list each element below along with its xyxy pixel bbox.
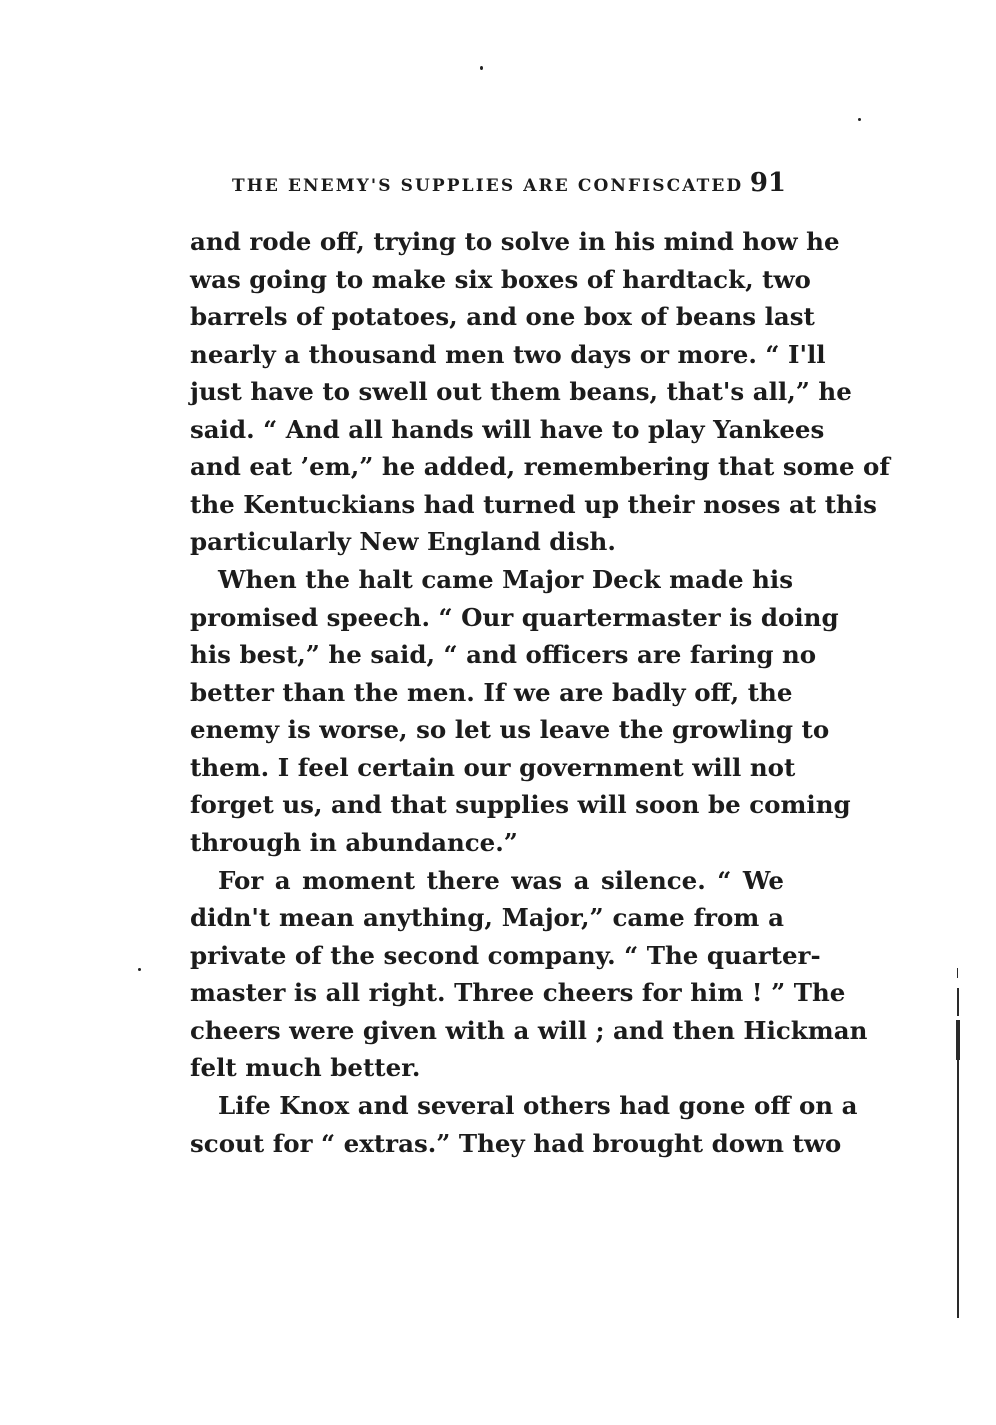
text-line: just have to swell out them beans, that's all,” he [190, 377, 852, 406]
text-line: his best,” he said, “ and officers are faring no [190, 640, 817, 669]
text-line: master is all right. Three cheers for him ! ” The [190, 978, 846, 1007]
text-line: forget us, and that supplies will soon be coming [190, 790, 851, 819]
scan-speck [480, 66, 483, 70]
margin-rule [957, 968, 958, 978]
text-line: cheers were given with a will ; and then Hickman [190, 1016, 868, 1045]
text-line: the Kentuckians had turned up their noses at this [190, 490, 877, 519]
text-line: Life Knox and several others had gone off on a [218, 1091, 858, 1120]
text-line: said. “ And all hands will have to play Yankees [190, 415, 825, 444]
text-line: promised speech. “ Our quartermaster is doing [190, 603, 839, 632]
text-line: felt much better. [190, 1053, 421, 1082]
text-line: For a moment there was a silence. “ We [218, 866, 784, 895]
text-line: and eat ’em,” he added, remembering that some of [190, 452, 890, 481]
page-number: 91 [749, 168, 786, 198]
text-line: them. I feel certain our government will not [190, 753, 796, 782]
margin-rule [957, 1060, 959, 1318]
scan-speck [138, 968, 141, 971]
text-line: When the halt came Major Deck made his [218, 565, 794, 594]
margin-rule [957, 988, 959, 1016]
text-line: didn't mean anything, Major,” came from a [190, 903, 784, 932]
text-line: better than the men. If we are badly off, the [190, 678, 793, 707]
text-line: enemy is worse, so let us leave the growling to [190, 715, 830, 744]
text-line: barrels of potatoes, and one box of beans last [190, 302, 815, 331]
page-header [232, 168, 794, 204]
scan-speck [858, 118, 861, 121]
text-line: particularly New England dish. [190, 527, 616, 556]
text-line: scout for “ extras.” They had brought down two [190, 1129, 842, 1158]
text-line: was going to make six boxes of hardtack, two [190, 265, 811, 294]
text-line: private of the second company. “ The quarter- [190, 941, 821, 970]
text-line: and rode off, trying to solve in his mind how he [190, 227, 840, 256]
text-line: nearly a thousand men two days or more. “ I'll [190, 340, 826, 369]
margin-rule [956, 1020, 960, 1060]
running-head: THE ENEMY'S SUPPLIES ARE CONFISCATED [232, 176, 744, 196]
text-line: through in abundance.” [190, 828, 518, 857]
